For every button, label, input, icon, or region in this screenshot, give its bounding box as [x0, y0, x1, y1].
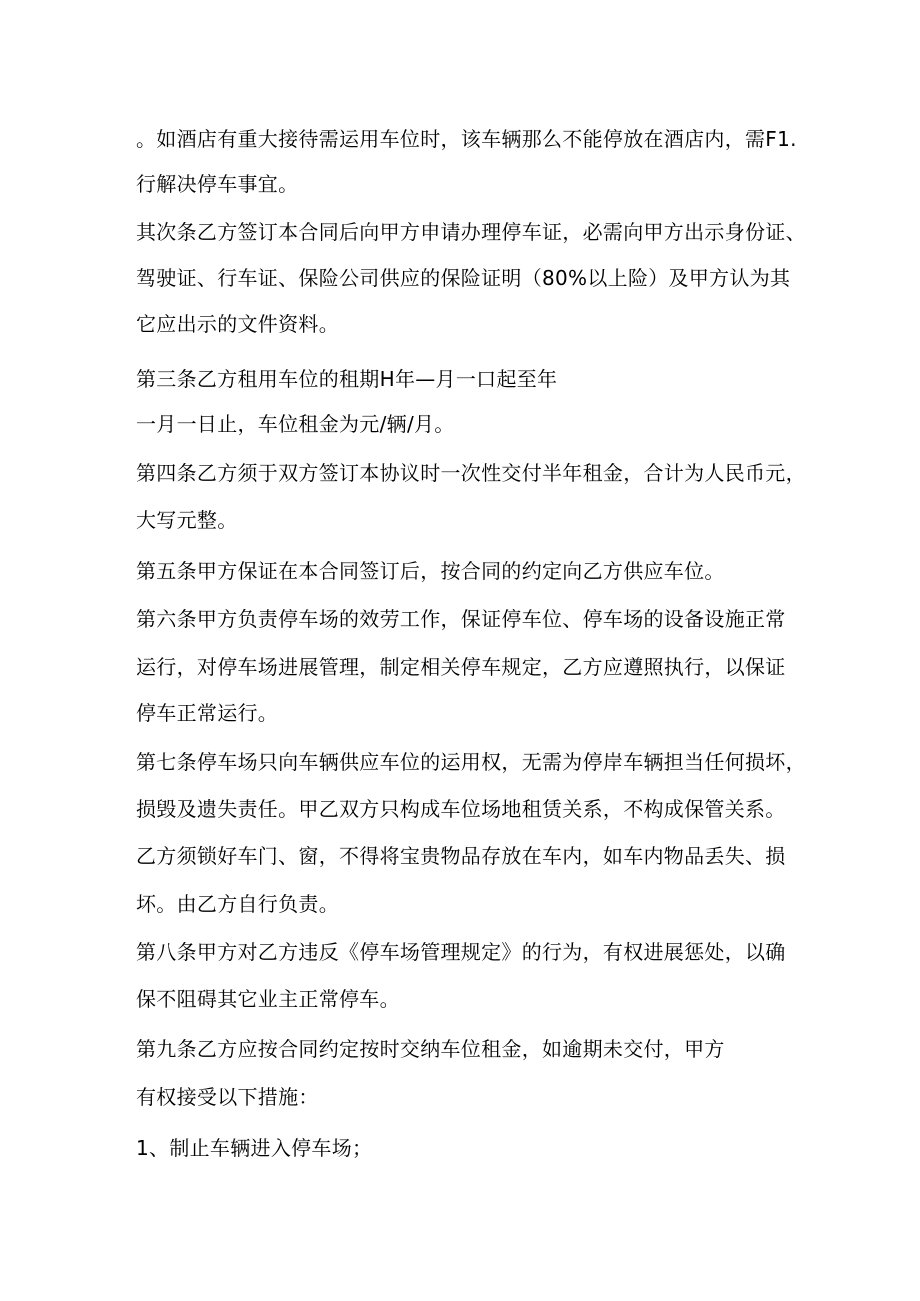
text-line: 第七条停车场只向车辆供应车位的运用权，无需为停岸车辆担当任何损坏， [136, 750, 806, 774]
text-line: 坏。由乙方自行负责。 [136, 892, 339, 916]
text-line: 其次条乙方签订本合同后向甲方申请办理停车证，必需向甲方出示身份证、 [136, 220, 806, 244]
text-line: 乙方须锁好车门、窗，不得将宝贵物品存放在车内，如车内物品丢失、损 [136, 844, 786, 868]
text-line: 运行，对停车场进展管理，制定相关停车规定，乙方应遵照执行，以保证 [136, 655, 786, 679]
text-line: 驾驶证、行车证、保险公司供应的保险证明（80%以上险）及甲方认为其 [136, 266, 791, 290]
text-line: 大写元整。 [136, 508, 238, 532]
text-line: 行解决停车事宜。 [136, 172, 299, 196]
text-line: 保不阻碍其它业主正常停车。 [136, 987, 400, 1011]
text-line: 。如酒店有重大接待需运用车位时，该车辆那么不能停放在酒店内，需F1. [136, 127, 797, 151]
text-line: 一月一日止，车位租金为元/辆/月。 [136, 412, 455, 436]
text-line: 第三条乙方租用车位的租期H年—月一口起至年 [136, 367, 558, 391]
text-line: 第八条甲方对乙方违反《停车场管理规定》的行为，有权进展惩处，以确 [136, 940, 786, 964]
text-line: 有权接受以下措施： [136, 1085, 319, 1109]
text-line: 第九条乙方应按合同约定按时交纳车位租金，如逾期未交付，甲方 [136, 1037, 725, 1061]
text-line: 它应出示的文件资料。 [136, 312, 339, 336]
text-line: 第六条甲方负责停车场的效劳工作，保证停车位、停车场的设备设施正常 [136, 607, 786, 631]
text-line: 第五条甲方保证在本合同签订后，按合同的约定向乙方供应车位。 [136, 559, 725, 583]
text-line: 停车正常运行。 [136, 701, 279, 725]
text-line: 第四条乙方须于双方签订本协议时一次性交付半年租金，合计为人民币元， [136, 461, 806, 485]
text-line: 1、制止车辆进入停车场； [136, 1136, 373, 1160]
text-line: 损毁及遗失责任。甲乙双方只构成车位场地租赁关系，不构成保管关系。 [136, 797, 786, 821]
